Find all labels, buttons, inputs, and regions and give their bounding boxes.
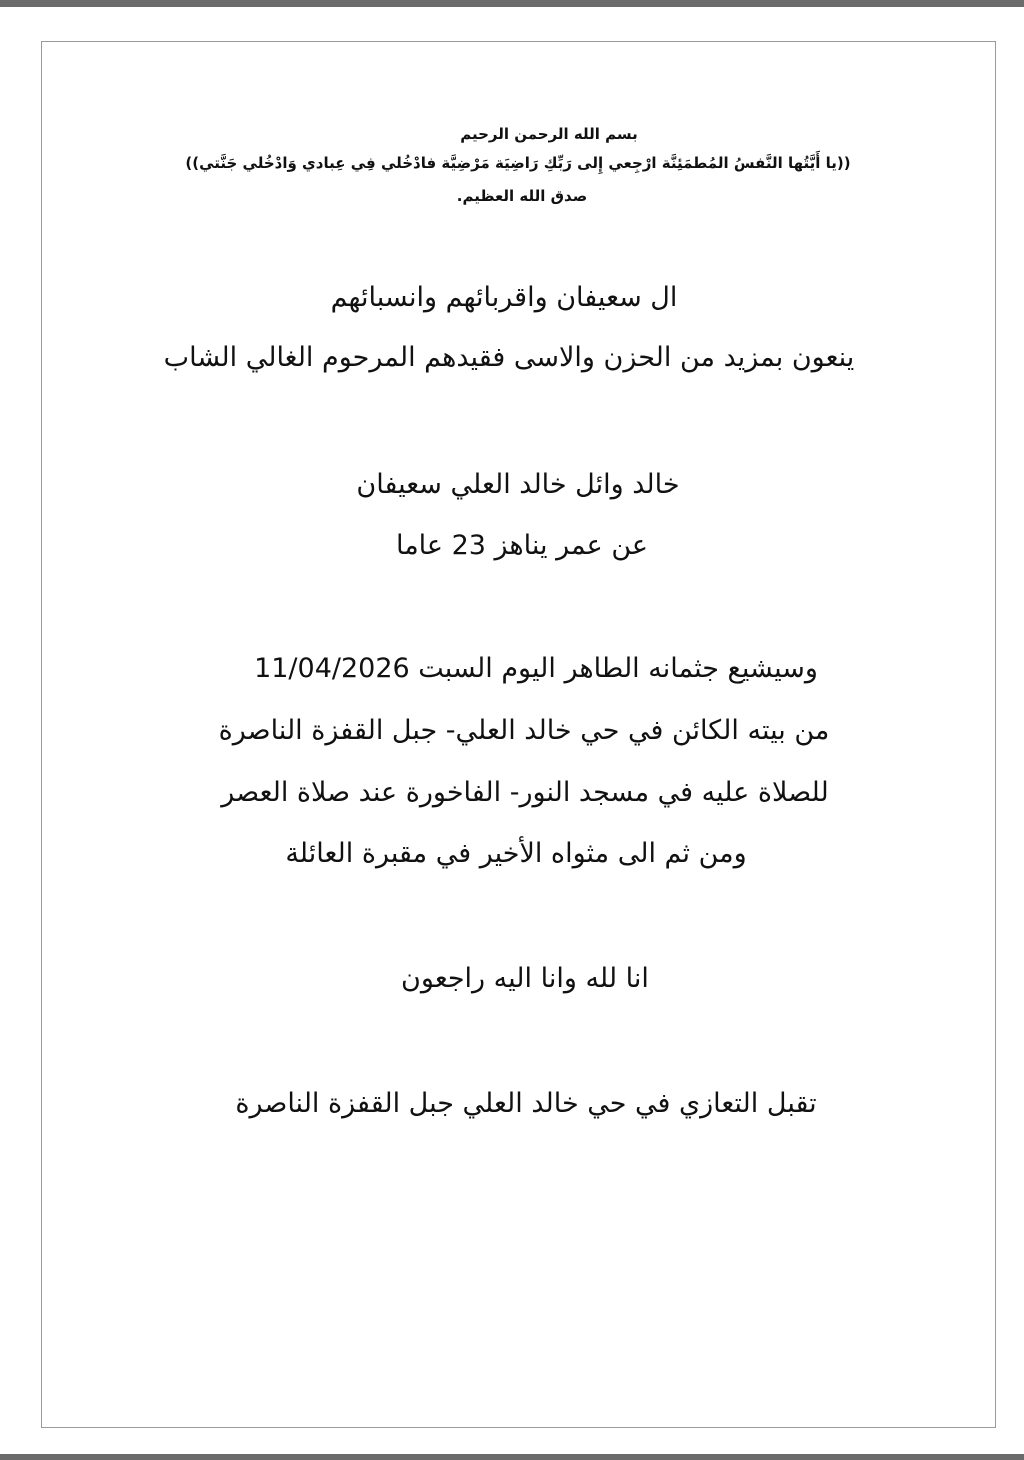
inna-lillah-line: انا لله وانا اليه راجعون xyxy=(401,963,649,994)
top-border-bar xyxy=(0,0,1024,7)
mourning-line: ينعون بمزيد من الحزن والاسى فقيدهم المرحوم الغالي الشاب xyxy=(163,342,855,373)
deceased-name: خالد وائل خالد العلي سعيفان xyxy=(356,469,680,500)
funeral-date-line: وسيشيع جثمانه الطاهر اليوم السبت 11/04/2026 xyxy=(254,653,818,684)
house-location-line: من بيته الكائن في حي خالد العلي- جبل القفزة الناصرة xyxy=(218,715,830,746)
prayer-line: للصلاة عليه في مسجد النور- الفاخورة عند صلاة العصر xyxy=(221,777,829,808)
burial-line: ومن ثم الى مثواه الأخير في مقبرة العائلة xyxy=(285,838,747,869)
age-line: عن عمر يناهز 23 عاما xyxy=(395,530,649,561)
quran-verse-text: ((يا أَيَّتُها النَّفسُ المُطمَئِنَّة ارْجِعي إِلى رَبِّكِ رَاضِيَة مَرْضِيَّة فادْخُلي فِي عِبادي وَادْخُلي جَنَّتي)) xyxy=(185,154,851,172)
family-line: ال سعيفان واقربائهم وانسبائهم xyxy=(330,282,678,313)
bottom-border-bar xyxy=(0,1454,1024,1460)
basmala-text: بسم الله الرحمن الرحيم xyxy=(460,125,638,143)
sadaq-text: صدق الله العظيم. xyxy=(456,187,588,205)
condolence-line: تقبل التعازي في حي خالد العلي جبل القفزة الناصرة xyxy=(235,1088,817,1119)
